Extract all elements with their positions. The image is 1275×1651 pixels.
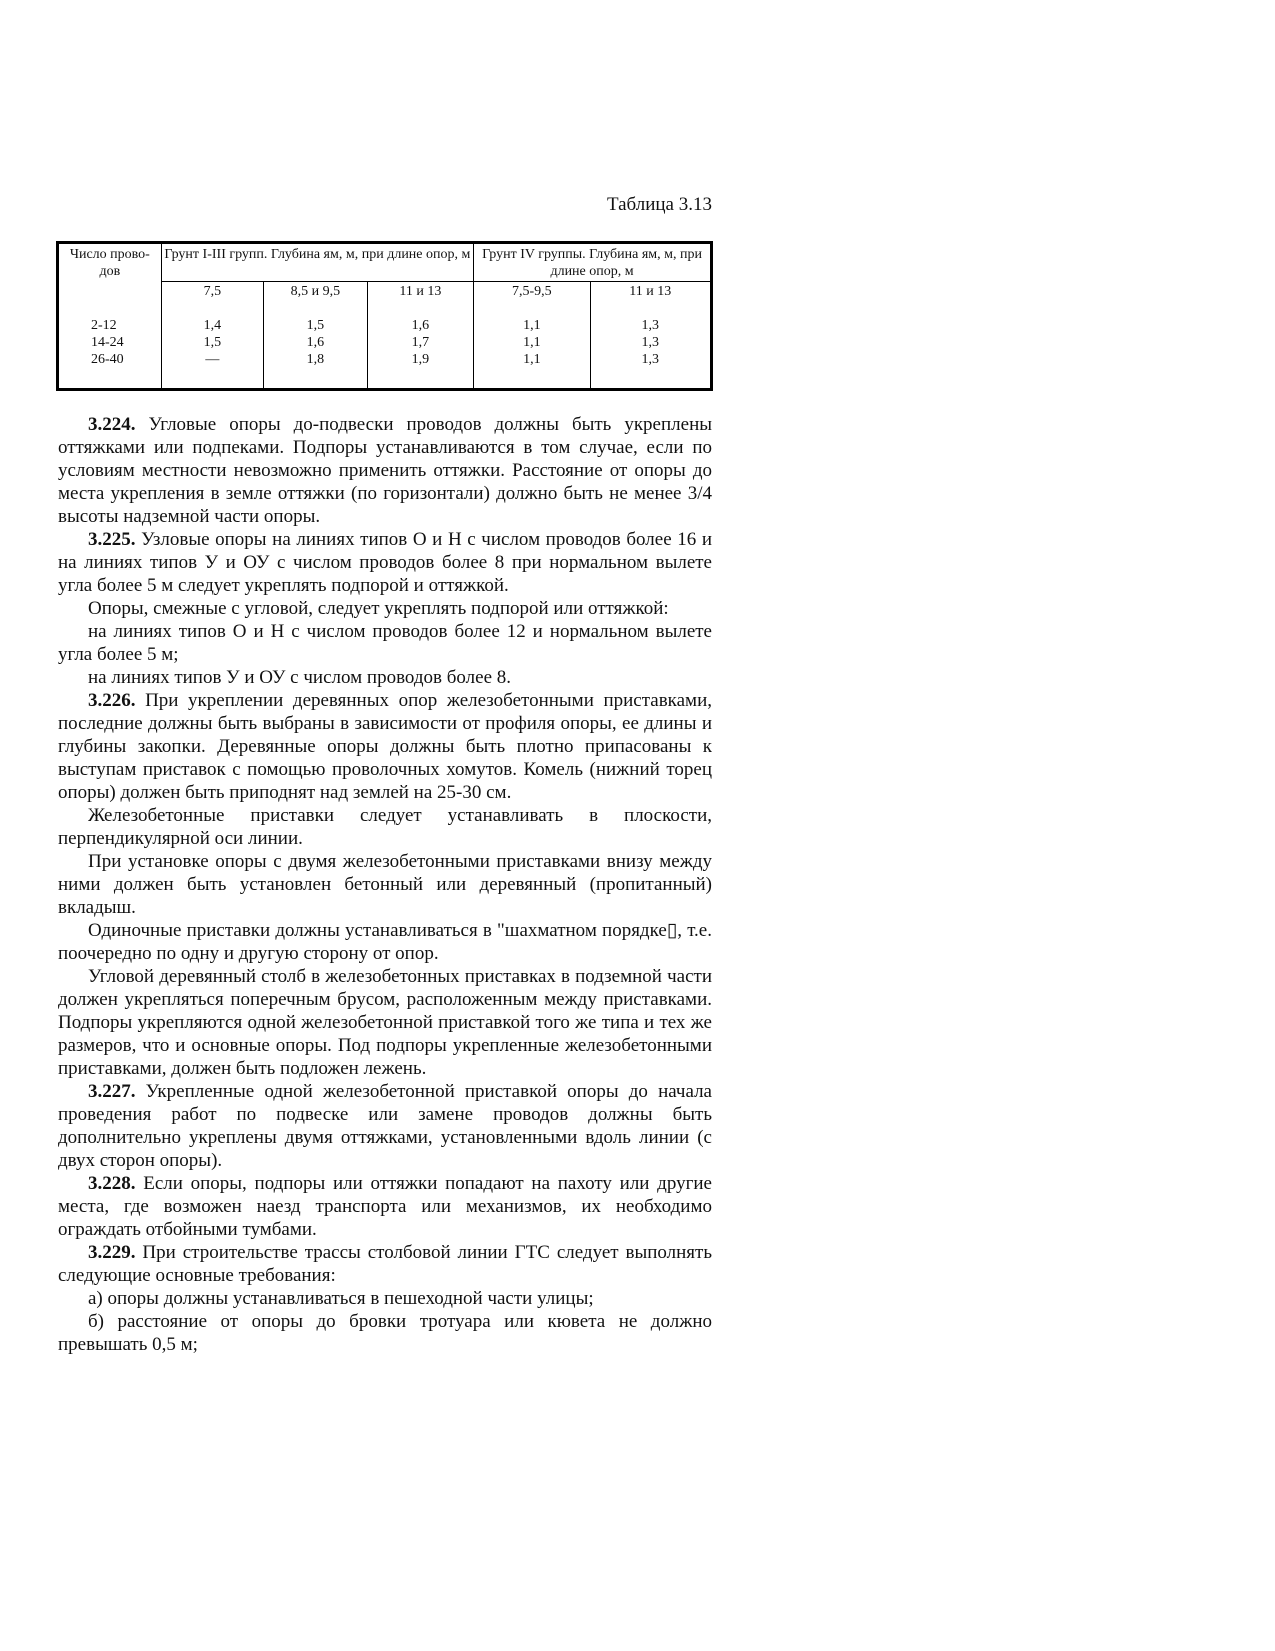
table-cell: — — [205, 352, 220, 367]
depth-column — [474, 303, 590, 390]
clause-number: 3.229. — [88, 1242, 136, 1263]
table-header-row — [58, 243, 712, 282]
depth-column — [367, 303, 473, 390]
table-cell: 26-40 — [91, 352, 124, 367]
paragraph-text: При укреплении деревянных опор железобетонными приставками, последние должны быть выбраны в зависимости от профиля опоры, ее длины и глубины закопки. Деревянные опоры должны быть плотно припасованы к выступам приставок с помощью проволочных хомутов. Комель (нижний торец опоры) должен быть приподнят над землей на 25-30 см. — [58, 690, 712, 803]
paragraph-text: на линиях типов О и Н с числом проводов более 12 и нормальном вылете угла более 5 м; — [58, 621, 712, 665]
table-cell: 1,1 — [523, 352, 541, 367]
paragraph — [58, 666, 712, 689]
header-soil-group-4: Грунт IV группы. Глубина ям, м, при длине опор, м — [474, 243, 712, 282]
table-cell: 1,8 — [306, 352, 325, 367]
paragraph — [58, 850, 712, 919]
paragraph-text: на линиях типов У и ОУ с числом проводов более 8. — [88, 667, 512, 688]
table-caption: Таблица 3.13 — [606, 194, 712, 215]
paragraph — [58, 919, 712, 965]
clause-number: 3.228. — [88, 1173, 136, 1194]
paragraph-3-224 — [58, 413, 712, 528]
pit-depth-table — [56, 241, 713, 391]
depth-column — [590, 303, 711, 390]
paragraph-text: Угловой деревянный столб в железобетонных приставках в подземной части должен укрепляться поперечным брусом, расположенным между приставками. Подпоры укрепляются одной железобетонной приставкой того же типа и тех же размеров, что и основные опоры. Под подпоры укрепленные железобетонными приставками, должен быть подложен лежень. — [58, 966, 712, 1079]
paragraph-text: Одиночные приставки должны устанавливаться в "шахматном порядке▯, т.е. поочередно по одну и другую сторону от опор. — [58, 920, 712, 964]
table-cell: 1,1 — [523, 318, 541, 333]
table-cell: 1,6 — [306, 335, 325, 350]
table-cell: 1,4 — [203, 318, 222, 333]
list-item-b — [58, 1310, 712, 1356]
table-cell: 14-24 — [91, 335, 124, 350]
header-wires-count: Число прово-дов — [58, 243, 162, 304]
table-cell: 1,3 — [641, 352, 660, 367]
paragraph-text: Узловые опоры на линиях типов О и Н с числом проводов более 16 и на линиях типов У и ОУ с числом проводов более 8 при нормальном вылете угла более 5 м следует укреплять подпорой и оттяжкой. — [58, 529, 712, 596]
table-cell: 1,7 — [411, 335, 430, 350]
paragraph — [58, 965, 712, 1080]
paragraph-text: б) расстояние от опоры до бровки тротуара или кювета не должно превышать 0,5 м; — [58, 1311, 712, 1355]
depth-column — [161, 303, 263, 390]
subheader-length: 8,5 и 9,5 — [264, 282, 367, 304]
body-text — [58, 413, 712, 1356]
paragraph-3-227 — [58, 1080, 712, 1172]
paragraph-3-228 — [58, 1172, 712, 1241]
list-item-a — [58, 1287, 712, 1310]
paragraph-text: Если опоры, подпоры или оттяжки попадают на пахоту или другие места, где возможен наезд транспорта или механизмов, их необходимо ограждать отбойными тумбами. — [58, 1173, 712, 1240]
wires-column — [58, 303, 162, 390]
paragraph-text: При установке опоры с двумя железобетонными приставками внизу между ними должен быть установлен бетонный или деревянный (пропитанный) вкладыш. — [58, 851, 712, 918]
paragraph — [58, 597, 712, 620]
paragraph-text: Железобетонные приставки следует устанавливать в плоскости, перпендикулярной оси линии. — [58, 805, 712, 849]
table-cell: 1,3 — [641, 318, 660, 333]
table-cell: 1,5 — [203, 335, 222, 350]
table-cell: 1,3 — [641, 335, 660, 350]
table-cell: 1,5 — [306, 318, 325, 333]
header-soil-group-1-3: Грунт I-III групп. Глубина ям, м, при длине опор, м — [161, 243, 473, 282]
paragraph — [58, 620, 712, 666]
depth-column — [264, 303, 367, 390]
clause-number: 3.224. — [88, 414, 136, 435]
clause-number: 3.227. — [88, 1081, 136, 1102]
paragraph-text: Укрепленные одной железобетонной приставкой опоры до начала проведения работ по подвеске или замене проводов должны быть дополнительно укреплены двумя оттяжками, установленными вдоль линии (с двух сторон опоры). — [58, 1081, 712, 1171]
paragraph-text: При строительстве трассы столбовой линии ГТС следует выполнять следующие основные требования: — [58, 1242, 712, 1286]
table-cell: 1,6 — [411, 318, 430, 333]
paragraph-3-226 — [58, 689, 712, 804]
paragraph-3-225 — [58, 528, 712, 597]
paragraph — [58, 804, 712, 850]
subheader-length: 7,5 — [161, 282, 263, 304]
table-cell: 1,1 — [523, 335, 541, 350]
subheader-length: 7,5-9,5 — [474, 282, 590, 304]
table-cell: 1,9 — [411, 352, 430, 367]
paragraph-text: Угловые опоры до-подвески проводов должны быть укреплены оттяжками или подпеками. Подпоры устанавливаются в том случае, если по условиям местности невозможно применить оттяжки. Расстояние от опоры до места укрепления в земле оттяжки (по горизонтали) должно быть не менее 3/4 высоты надземной части опоры. — [58, 414, 712, 527]
clause-number: 3.225. — [88, 529, 136, 550]
subheader-length: 11 и 13 — [367, 282, 473, 304]
subheader-length: 11 и 13 — [590, 282, 711, 304]
paragraph-text: Опоры, смежные с угловой, следует укреплять подпорой или оттяжкой: — [88, 598, 669, 619]
table-cell: 2-12 — [91, 318, 117, 333]
paragraph-3-229 — [58, 1241, 712, 1287]
table-body-row — [58, 303, 712, 390]
clause-number: 3.226. — [88, 690, 136, 711]
paragraph-text: а) опоры должны устанавливаться в пешеходной части улицы; — [88, 1288, 594, 1309]
